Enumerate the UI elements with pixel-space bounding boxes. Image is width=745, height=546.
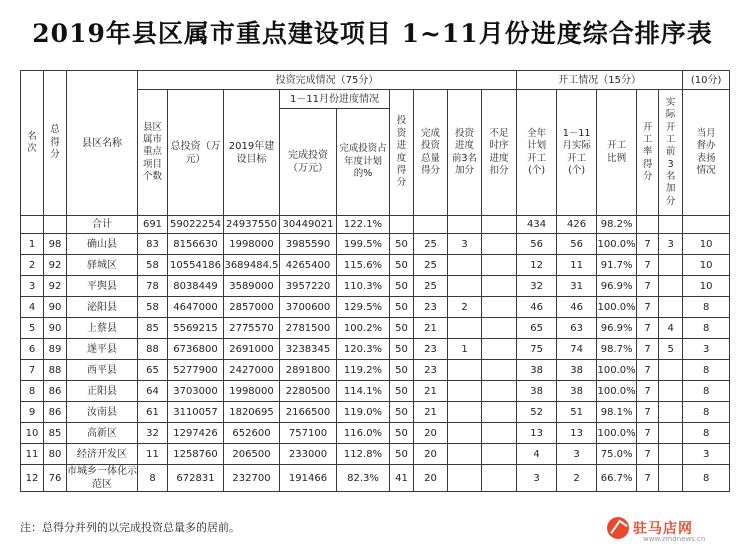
cell-ts: 20 (414, 444, 448, 465)
cell-pct: 112.8% (337, 444, 390, 465)
cell-ts: 20 (414, 465, 448, 492)
cell-bonus: 1 (448, 339, 482, 360)
cell-total: 1258760 (168, 444, 224, 465)
cell-done: 3700600 (280, 297, 337, 318)
cell-ss: 7 (637, 255, 659, 276)
cell-ps: 50 (390, 402, 414, 423)
header-progress-score: 投资进度得分 (390, 90, 414, 216)
cell-done: 4265400 (280, 255, 337, 276)
cell-pct: 120.3% (337, 339, 390, 360)
cell-pct: 110.3% (337, 276, 390, 297)
header-project-count: 县区属市重点项目个数 (138, 90, 168, 216)
cell-sup: 8 (683, 360, 730, 381)
cell-rank: 1 (21, 234, 44, 255)
cell-score: 86 (44, 402, 67, 423)
cell-total: 8038449 (168, 276, 224, 297)
cell-ss: 7 (637, 444, 659, 465)
watermark-brand: 驻马店网 (633, 521, 693, 537)
cell-ps: 50 (390, 444, 414, 465)
cell-score: 80 (44, 444, 67, 465)
ring-logo-icon (607, 517, 629, 539)
cell-sup: 8 (683, 381, 730, 402)
cell-deduct (482, 318, 517, 339)
header-target-2019: 2019年建设目标 (224, 90, 280, 216)
cell-actual: 74 (557, 339, 597, 360)
cell-total: 672831 (168, 465, 224, 492)
cell-actual: 38 (557, 381, 597, 402)
cell-pct: 115.6% (337, 255, 390, 276)
cell-ratio: 98.1% (597, 402, 637, 423)
header-start-top3: 实际开工前3名加分 (659, 90, 683, 216)
cell-ss: 7 (637, 318, 659, 339)
cell-count: 8 (138, 465, 168, 492)
cell-ss: 7 (637, 234, 659, 255)
cell-rank: 5 (21, 318, 44, 339)
cell-target: 1998000 (224, 234, 280, 255)
total-cell (390, 216, 414, 234)
cell-count: 78 (138, 276, 168, 297)
cell-ts: 21 (414, 402, 448, 423)
cell-bonus (448, 255, 482, 276)
cell-ps: 50 (390, 255, 414, 276)
header-rank: 名次 (21, 71, 44, 216)
cell-ps: 50 (390, 318, 414, 339)
cell-sb (659, 255, 683, 276)
cell-bonus: 2 (448, 297, 482, 318)
cell-bonus (448, 381, 482, 402)
cell-total: 6736800 (168, 339, 224, 360)
table-row (21, 465, 730, 492)
cell-plan: 38 (517, 360, 557, 381)
cell-actual: 11 (557, 255, 597, 276)
cell-county: 汝南县 (67, 402, 138, 423)
cell-ss: 7 (637, 381, 659, 402)
cell-target: 1998000 (224, 381, 280, 402)
cell-count: 61 (138, 402, 168, 423)
cell-sb: 3 (659, 234, 683, 255)
cell-plan: 32 (517, 276, 557, 297)
cell-count: 58 (138, 255, 168, 276)
cell-score: 86 (44, 381, 67, 402)
table-row (21, 339, 730, 360)
cell-sb (659, 423, 683, 444)
table-row (21, 444, 730, 465)
table-row (21, 276, 730, 297)
cell-ratio: 75.0% (597, 444, 637, 465)
header-done-invest: 完成投资（万元） (280, 109, 337, 216)
cell-total: 8156630 (168, 234, 224, 255)
cell-county: 高新区 (67, 423, 138, 444)
table-row (21, 234, 730, 255)
cell-total: 1297426 (168, 423, 224, 444)
progress-ranking-table (20, 70, 730, 492)
cell-score: 90 (44, 297, 67, 318)
cell-deduct (482, 255, 517, 276)
header-invest-group: 投资完成情况（75分） (138, 71, 517, 90)
cell-target: 206500 (224, 444, 280, 465)
cell-sb (659, 465, 683, 492)
cell-sb (659, 276, 683, 297)
cell-count: 85 (138, 318, 168, 339)
cell-score: 92 (44, 255, 67, 276)
cell-score: 89 (44, 339, 67, 360)
cell-rank: 6 (21, 339, 44, 360)
cell-ts: 20 (414, 423, 448, 444)
cell-pct: 119.0% (337, 402, 390, 423)
total-start-ratio: 98.2% (597, 216, 637, 234)
cell-county: 上蔡县 (67, 318, 138, 339)
cell-deduct (482, 402, 517, 423)
cell-ps: 50 (390, 381, 414, 402)
cell-ps: 50 (390, 339, 414, 360)
cell-ss: 7 (637, 360, 659, 381)
cell-ts: 23 (414, 339, 448, 360)
cell-rank: 9 (21, 402, 44, 423)
cell-pct: 116.0% (337, 423, 390, 444)
header-supervise: 当月督办表扬情况 (683, 90, 730, 216)
cell-deduct (482, 423, 517, 444)
cell-ratio: 100.0% (597, 423, 637, 444)
total-cell (414, 216, 448, 234)
cell-done: 2891800 (280, 360, 337, 381)
cell-pct: 129.5% (337, 297, 390, 318)
table-row (21, 360, 730, 381)
cell-ts: 21 (414, 381, 448, 402)
table-row (21, 402, 730, 423)
cell-count: 83 (138, 234, 168, 255)
cell-sb: 5 (659, 339, 683, 360)
cell-plan: 56 (517, 234, 557, 255)
total-done-invest: 30449021 (280, 216, 337, 234)
cell-done: 3985590 (280, 234, 337, 255)
cell-deduct (482, 360, 517, 381)
cell-sup: 8 (683, 402, 730, 423)
cell-sb (659, 360, 683, 381)
cell-pct: 199.5% (337, 234, 390, 255)
cell-bonus (448, 318, 482, 339)
cell-sup: 3 (683, 339, 730, 360)
header-start-ratio: 开工比例 (597, 90, 637, 216)
cell-done: 757100 (280, 423, 337, 444)
total-target-2019: 24937550 (224, 216, 280, 234)
cell-plan: 52 (517, 402, 557, 423)
watermark-url: www.zmdnews.cn (643, 535, 706, 543)
total-cell (448, 216, 482, 234)
cell-ps: 50 (390, 276, 414, 297)
cell-rank: 7 (21, 360, 44, 381)
cell-ss: 7 (637, 423, 659, 444)
cell-deduct (482, 465, 517, 492)
cell-sb (659, 402, 683, 423)
total-actual-start: 426 (557, 216, 597, 234)
table-row (21, 297, 730, 318)
cell-ss: 7 (637, 297, 659, 318)
cell-plan: 46 (517, 297, 557, 318)
cell-plan: 12 (517, 255, 557, 276)
cell-actual: 46 (557, 297, 597, 318)
cell-deduct (482, 234, 517, 255)
header-progress-group: 1－11月份进度情况 (280, 90, 390, 109)
cell-actual: 51 (557, 402, 597, 423)
cell-done: 233000 (280, 444, 337, 465)
cell-count: 88 (138, 339, 168, 360)
cell-target: 3589000 (224, 276, 280, 297)
cell-total: 3703000 (168, 381, 224, 402)
cell-done: 2781500 (280, 318, 337, 339)
cell-target: 232700 (224, 465, 280, 492)
cell-ratio: 100.0% (597, 234, 637, 255)
cell-score: 98 (44, 234, 67, 255)
cell-score: 92 (44, 276, 67, 297)
cell-ps: 50 (390, 234, 414, 255)
total-cell (482, 216, 517, 234)
header-deduct: 不足时序进度扣分 (482, 90, 517, 216)
cell-deduct (482, 381, 517, 402)
cell-ts: 21 (414, 318, 448, 339)
cell-plan: 3 (517, 465, 557, 492)
cell-rank: 11 (21, 444, 44, 465)
cell-rank: 4 (21, 297, 44, 318)
cell-done: 2280500 (280, 381, 337, 402)
cell-actual: 3 (557, 444, 597, 465)
cell-county: 驿城区 (67, 255, 138, 276)
cell-rank: 10 (21, 423, 44, 444)
total-label: 合计 (67, 216, 138, 234)
cell-sb: 4 (659, 318, 683, 339)
watermark (607, 516, 737, 542)
cell-ss: 7 (637, 402, 659, 423)
cell-sup: 8 (683, 297, 730, 318)
cell-sup: 10 (683, 276, 730, 297)
cell-plan: 75 (517, 339, 557, 360)
cell-done: 191466 (280, 465, 337, 492)
header-supervise-group: (10分) (683, 71, 730, 90)
cell-ps: 50 (390, 423, 414, 444)
cell-sup: 10 (683, 255, 730, 276)
cell-deduct (482, 297, 517, 318)
cell-count: 65 (138, 360, 168, 381)
cell-ts: 25 (414, 276, 448, 297)
total-cell (637, 216, 659, 234)
cell-target: 2857000 (224, 297, 280, 318)
cell-actual: 63 (557, 318, 597, 339)
total-total-invest: 59022254 (168, 216, 224, 234)
cell-plan: 13 (517, 423, 557, 444)
cell-actual: 13 (557, 423, 597, 444)
cell-ratio: 66.7% (597, 465, 637, 492)
page-title: 2019年县区属市重点建设项目 1~11月份进度综合排序表 (32, 19, 713, 48)
cell-bonus (448, 465, 482, 492)
cell-ratio: 100.0% (597, 360, 637, 381)
cell-sup: 10 (683, 234, 730, 255)
cell-bonus: 3 (448, 234, 482, 255)
header-total-invest: 总投资（万元） (168, 90, 224, 216)
cell-actual: 56 (557, 234, 597, 255)
total-cell (44, 216, 67, 234)
cell-ps: 41 (390, 465, 414, 492)
cell-count: 58 (138, 297, 168, 318)
cell-ts: 25 (414, 255, 448, 276)
cell-plan: 38 (517, 381, 557, 402)
header-plan-start: 全年计划开工(个) (517, 90, 557, 216)
cell-total: 4647000 (168, 297, 224, 318)
cell-total: 5277900 (168, 360, 224, 381)
cell-score: 76 (44, 465, 67, 492)
cell-county: 正阳县 (67, 381, 138, 402)
cell-ss: 7 (637, 276, 659, 297)
cell-score: 85 (44, 423, 67, 444)
cell-ps: 50 (390, 297, 414, 318)
cell-count: 11 (138, 444, 168, 465)
cell-target: 652600 (224, 423, 280, 444)
header-score: 总得分 (44, 71, 67, 216)
total-project-count: 691 (138, 216, 168, 234)
header-county: 县区名称 (67, 71, 138, 216)
cell-ratio: 100.0% (597, 297, 637, 318)
cell-done: 2166500 (280, 402, 337, 423)
cell-rank: 3 (21, 276, 44, 297)
cell-total: 5569215 (168, 318, 224, 339)
cell-sb (659, 297, 683, 318)
cell-actual: 2 (557, 465, 597, 492)
total-pct-target: 122.1% (337, 216, 390, 234)
cell-deduct (482, 339, 517, 360)
cell-actual: 38 (557, 360, 597, 381)
cell-plan: 4 (517, 444, 557, 465)
cell-total: 3110057 (168, 402, 224, 423)
total-row (21, 216, 730, 234)
cell-sup: 8 (683, 318, 730, 339)
cell-ratio: 98.7% (597, 339, 637, 360)
cell-county: 经济开发区 (67, 444, 138, 465)
header-start-score: 开工率得分 (637, 90, 659, 216)
cell-count: 64 (138, 381, 168, 402)
cell-ps: 50 (390, 360, 414, 381)
cell-bonus (448, 360, 482, 381)
total-cell (21, 216, 44, 234)
cell-done: 3238345 (280, 339, 337, 360)
header-pct-target: 完成投资占年度计划的% (337, 109, 390, 216)
cell-score: 88 (44, 360, 67, 381)
cell-rank: 2 (21, 255, 44, 276)
cell-sb (659, 381, 683, 402)
cell-sup: 8 (683, 465, 730, 492)
total-cell (683, 216, 730, 234)
cell-county: 确山县 (67, 234, 138, 255)
cell-pct: 114.1% (337, 381, 390, 402)
cell-ts: 25 (414, 234, 448, 255)
cell-county: 遂平县 (67, 339, 138, 360)
cell-sb (659, 444, 683, 465)
table-row (21, 423, 730, 444)
cell-count: 32 (138, 423, 168, 444)
cell-bonus (448, 444, 482, 465)
cell-ratio: 100.0% (597, 381, 637, 402)
header-total-done-score: 完成投资总量得分 (414, 90, 448, 216)
table-row (21, 381, 730, 402)
cell-county: 市城乡一体化示范区 (67, 466, 137, 490)
cell-target: 2775570 (224, 318, 280, 339)
cell-pct: 82.3% (337, 465, 390, 492)
footnote: 注：总得分并列的以完成投资总量多的居前。 (20, 521, 240, 534)
cell-bonus (448, 402, 482, 423)
cell-total: 10554186 (168, 255, 224, 276)
cell-target: 1820695 (224, 402, 280, 423)
cell-ratio: 96.9% (597, 276, 637, 297)
cell-sup: 3 (683, 444, 730, 465)
cell-ratio: 91.7% (597, 255, 637, 276)
cell-county: 西平县 (67, 360, 138, 381)
cell-ratio: 96.9% (597, 318, 637, 339)
cell-target: 2691000 (224, 339, 280, 360)
cell-pct: 100.2% (337, 318, 390, 339)
total-cell (659, 216, 683, 234)
cell-sup: 8 (683, 423, 730, 444)
table-row (21, 255, 730, 276)
table-row (21, 318, 730, 339)
cell-ss: 7 (637, 465, 659, 492)
cell-bonus (448, 423, 482, 444)
cell-county: 平舆县 (67, 276, 138, 297)
total-plan-start: 434 (517, 216, 557, 234)
cell-ts: 23 (414, 360, 448, 381)
cell-ts: 23 (414, 297, 448, 318)
cell-pct: 119.2% (337, 360, 390, 381)
header-actual-start: 1－11月实际开工(个) (557, 90, 597, 216)
cell-bonus (448, 276, 482, 297)
header-top3-bonus: 投资进度前3名加分 (448, 90, 482, 216)
cell-done: 3957220 (280, 276, 337, 297)
cell-ss: 7 (637, 339, 659, 360)
cell-plan: 65 (517, 318, 557, 339)
cell-rank: 8 (21, 381, 44, 402)
cell-deduct (482, 444, 517, 465)
cell-rank: 12 (21, 465, 44, 492)
cell-deduct (482, 276, 517, 297)
cell-county: 泌阳县 (67, 297, 138, 318)
cell-actual: 31 (557, 276, 597, 297)
cell-score: 90 (44, 318, 67, 339)
cell-target: 3689484.5 (224, 255, 280, 276)
cell-target: 2427000 (224, 360, 280, 381)
header-start-group: 开工情况（15分） (517, 71, 683, 90)
